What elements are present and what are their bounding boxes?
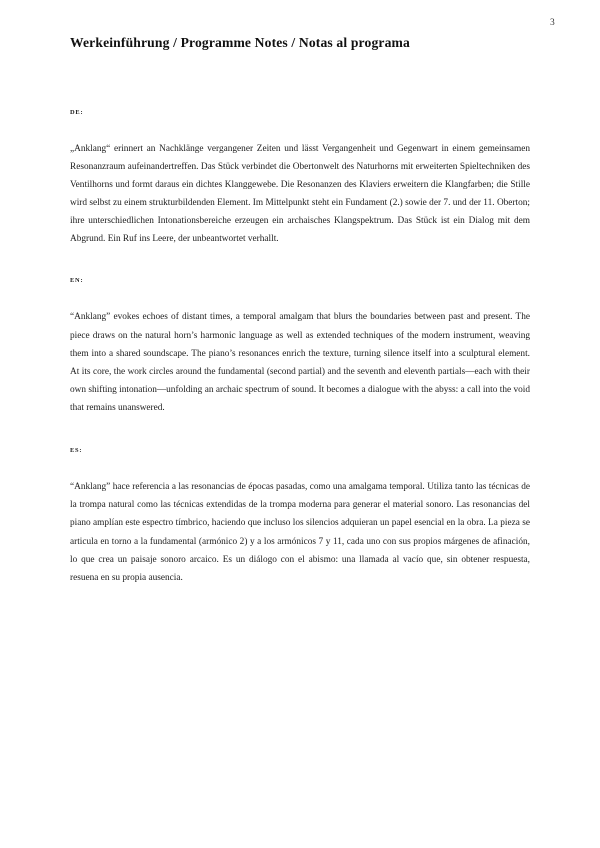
section-es xyxy=(70,447,530,587)
language-label-es: ES: xyxy=(70,447,83,455)
language-label-en: EN: xyxy=(70,277,84,285)
section-de xyxy=(70,109,530,249)
page-number: 3 xyxy=(550,18,555,28)
programme-note-en: “Anklang” evokes echoes of distant times, a temporal amalgam that blurs the boundaries between past and present. The piece draws on the natural horn’s harmonic language as well as extended techniques of the modern instrument, weaving them into a shared soundscape. The piano’s resonances enrich the texture, turning silence itself into a sculptural element. At its core, the work circles around the fundamental (second partial) and the seventh and eleventh partials—each with their own shifting intonation—unfolding an archaic spectrum of sound. It becomes a dialogue with the abyss: a call into the void that remains unanswered. xyxy=(70,312,530,414)
programme-note-es: “Anklang” hace referencia a las resonancias de épocas pasadas, como una amalgama temporal. Utiliza tanto las técnicas de la trompa natural como las técnicas extendidas de la trompa moderna para generar el material sonoro. Las resonancias del piano amplían este espectro tímbrico, haciendo que incluso los silencios adquieran un papel esencial en la obra. La pieza se articula en torno a la fundamental (armónico 2) y a los armónicos 7 y 11, cada uno con sus propios márgenes de afinación, lo que crea un paisaje sonoro arcaico. Es un diálogo con el abismo: una llamada al vacío que, sin obtener respuesta, resuena en su propia ausencia. xyxy=(70,482,530,583)
page-title: Werkeinführung / Programme Notes / Notas al programa xyxy=(70,35,410,50)
programme-note-de: „Anklang“ erinnert an Nachklänge vergangener Zeiten und lässt Vergangenheit und Gegenwart in einem gemeinsamen Resonanzraum aufeinandertreffen. Das Stück verbindet die Obertonwelt des Naturhorns mit erweiterten Spieltechniken des Ventilhorns und formt daraus ein dichtes Klanggewebe. Die Resonanzen des Klaviers erweitern die Klangfarben; die Stille wird selbst zu einem strukturbildenden Element. Im Mittelpunkt steht ein Fundament (2.) sowie der 7. und der 11. Oberton; ihre unterschiedlichen Intonationsbereiche erzeugen ein archaisches Klangspektrum. Das Stück ist ein Dialog mit dem Abgrund. Ein Ruf ins Leere, der unbeantwortet verhallt. xyxy=(70,143,530,245)
section-en xyxy=(70,277,530,417)
page-content xyxy=(70,34,530,587)
language-label-de: DE: xyxy=(70,108,84,116)
